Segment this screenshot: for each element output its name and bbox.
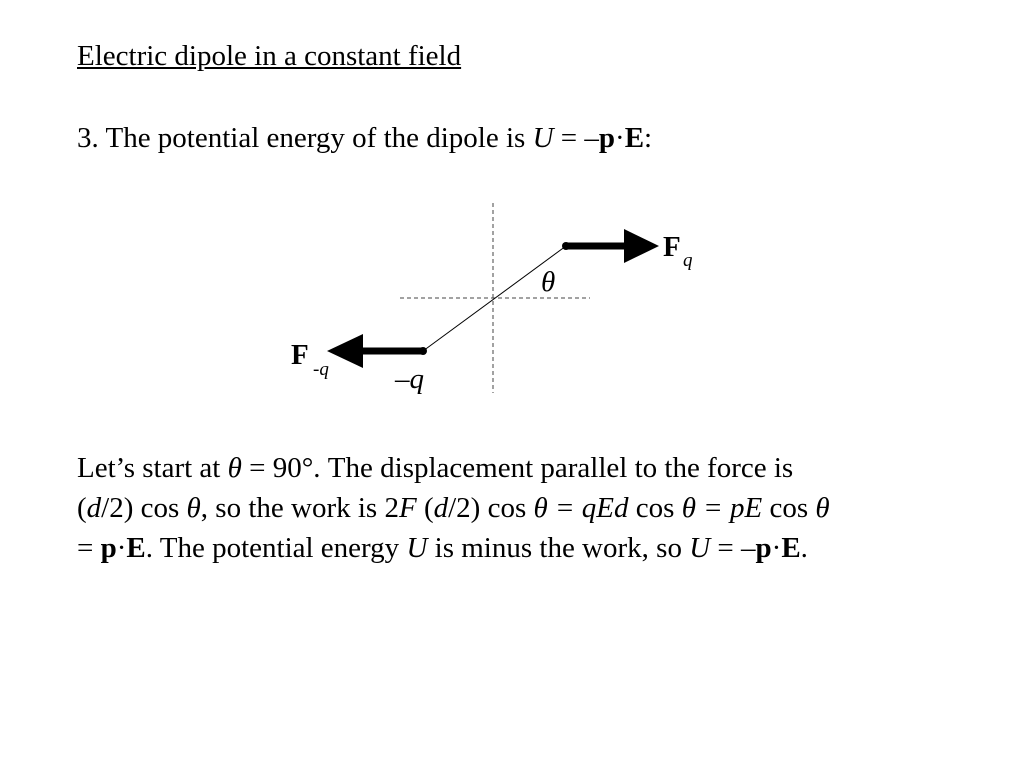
- symbol-E: E: [624, 122, 645, 154]
- text-run: /2) cos: [101, 492, 187, 524]
- paragraph-line-2: [77, 488, 977, 528]
- symbol-F: F: [398, 492, 417, 524]
- paragraph-line-1: [77, 448, 977, 488]
- text-run: is minus the work, so: [427, 532, 690, 564]
- slide-title: Electric dipole in a constant field: [77, 40, 462, 72]
- negative-charge-label: –q: [395, 363, 424, 395]
- symbol-U: U: [532, 122, 554, 154]
- explanation-paragraph: [77, 448, 977, 568]
- force-neg-q-label: F: [291, 339, 309, 371]
- paragraph-line-3: [77, 528, 977, 568]
- text-run: cos: [628, 492, 682, 524]
- force-q-arrow-head: [624, 229, 659, 263]
- text-run: =: [77, 532, 101, 564]
- text-run: (: [416, 492, 434, 524]
- symbol-p: p: [755, 532, 772, 564]
- force-neg-q-subscript: -q: [313, 359, 329, 380]
- text-run: .: [800, 532, 808, 564]
- text-run: /2) cos: [448, 492, 534, 524]
- symbol-theta: θ: [227, 452, 242, 484]
- dot-operator: ·: [771, 532, 782, 564]
- expr-theta-pE: θ = pE: [681, 492, 763, 524]
- force-q-label: F: [663, 231, 681, 263]
- statement-equals: = –: [553, 122, 599, 154]
- symbol-theta: θ: [815, 492, 830, 524]
- symbol-E: E: [781, 532, 801, 564]
- symbol-p: p: [598, 122, 616, 154]
- statement-prefix: 3. The potential energy of the dipole is: [77, 122, 533, 154]
- force-neg-q-arrow-head: [327, 334, 363, 368]
- force-q-subscript: q: [683, 250, 693, 271]
- text-run: = 90°. The displacement parallel to the force is: [241, 452, 794, 484]
- symbol-d: d: [433, 492, 449, 524]
- text-run: Let’s start at: [77, 452, 228, 484]
- symbol-p: p: [100, 532, 117, 564]
- text-run: cos: [762, 492, 816, 524]
- symbol-E: E: [126, 532, 146, 564]
- symbol-theta: θ: [186, 492, 201, 524]
- dot-operator: ·: [615, 122, 625, 154]
- expr-theta-qEd: θ = qEd: [533, 492, 629, 524]
- statement-suffix: :: [644, 122, 653, 154]
- dot-operator: ·: [116, 532, 127, 564]
- symbol-d: d: [86, 492, 102, 524]
- symbol-U: U: [406, 532, 428, 564]
- text-run: , so the work is 2: [200, 492, 399, 524]
- text-run: (: [77, 492, 87, 524]
- text-run: = –: [710, 532, 756, 564]
- symbol-U: U: [689, 532, 711, 564]
- text-run: . The potential energy: [145, 532, 407, 564]
- angle-theta-label: θ: [541, 266, 556, 298]
